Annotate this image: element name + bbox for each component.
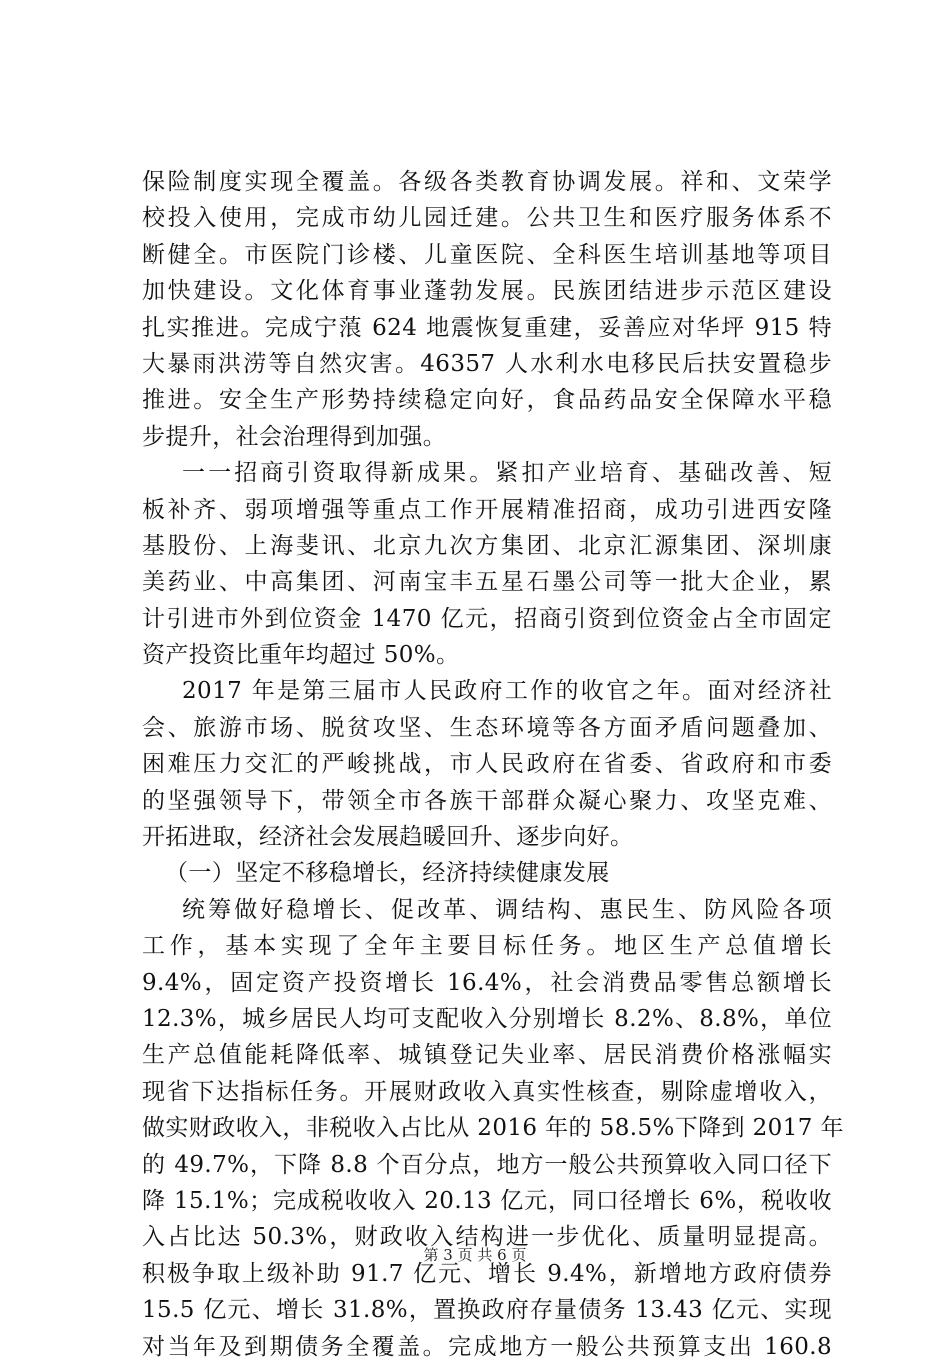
text-line: 困难压力交汇的严峻挑战，市人民政府在省委、省政府和市委 [142, 751, 832, 778]
text-line: 资产投资比重年均超过 50%。 [142, 642, 460, 669]
text-line: 美药业、中高集团、河南宝丰五星石墨公司等一批大企业，累 [142, 569, 832, 596]
text-line: 推进。安全生产形势持续稳定向好，食品药品安全保障水平稳 [142, 387, 832, 414]
text-line: 9.4%，固定资产投资增长 16.4%，社会消费品零售总额增长 [142, 969, 832, 996]
text-line: 做实财政收入，非税收入占比从 2016 年的 58.5%下降到 2017 年 [142, 1115, 844, 1142]
text-line: 入占比达 50.3%，财政收入结构进一步优化、质量明显提高。 [142, 1224, 832, 1251]
text-line: 开拓进取，经济社会发展趋暖回升、逐步向好。 [142, 824, 634, 851]
text-line: 的坚强领导下，带领全市各族干部群众凝心聚力、攻坚克难、 [142, 787, 832, 814]
text-line: 板补齐、弱项增强等重点工作开展精准招商，成功引进西安隆 [142, 496, 832, 523]
text-line: 步提升，社会治理得到加强。 [142, 423, 447, 450]
text-line: 保险制度实现全覆盖。各级各类教育协调发展。祥和、文荣学 [142, 169, 832, 195]
text-line: 生产总值能耗降低率、城镇登记失业率、居民消费价格涨幅实 [142, 1042, 832, 1069]
text-line: 降 15.1%；完成税收收入 20.13 亿元，同口径增长 6%，税收收 [142, 1187, 832, 1214]
text-line: 对当年及到期债务全覆盖。完成地方一般公共预算支出 160.8 [142, 1333, 832, 1360]
subsection-heading: （一）坚定不移稳增长，经济持续健康发展 [165, 860, 610, 887]
text-line: 工作，基本实现了全年主要目标任务。地区生产总值增长 [142, 933, 832, 960]
text-line: 15.5 亿元、增长 31.8%，置换政府存量债务 13.43 亿元、实现 [142, 1297, 832, 1324]
text-line: 加快建设。文化体育事业蓬勃发展。民族团结进步示范区建设 [142, 278, 832, 305]
paragraph-start-line: 统筹做好稳增长、促改革、调结构、惠民生、防风险各项 [182, 896, 832, 923]
text-line: 基股份、上海斐讯、北京九次方集团、北京汇源集团、深圳康 [142, 532, 832, 559]
text-line: 积极争取上级补助 91.7 亿元、增长 9.4%，新增地方政府债券 [142, 1260, 832, 1287]
section-heading-line: 一一招商引资取得新成果。紧扣产业培育、基础改善、短 [182, 460, 832, 487]
text-line: 校投入使用，完成市幼儿园迁建。公共卫生和医疗服务体系不 [142, 205, 832, 232]
text-line: 会、旅游市场、脱贫攻坚、生态环境等各方面矛盾问题叠加、 [142, 714, 832, 741]
text-line: 计引进市外到位资金 1470 亿元，招商引资到位资金占全市固定 [142, 605, 832, 632]
text-line: 现省下达指标任务。开展财政收入真实性核查，剔除虚增收入， [142, 1078, 832, 1105]
text-line: 12.3%，城乡居民人均可支配收入分别增长 8.2%、8.8%，单位 [142, 1005, 832, 1032]
text-line: 扎实推进。完成宁蒗 624 地震恢复重建，妥善应对华坪 915 特 [142, 314, 832, 341]
paragraph-start-line: 2017 年是第三届市人民政府工作的收官之年。面对经济社 [182, 678, 832, 705]
text-line: 断健全。市医院门诊楼、儿童医院、全科医生培训基地等项目 [142, 241, 832, 268]
text-line: 大暴雨洪涝等自然灾害。46357 人水利水电移民后扶安置稳步 [142, 350, 832, 377]
text-line: 的 49.7%，下降 8.8 个百分点，地方一般公共预算收入同口径下 [142, 1151, 832, 1178]
body-text [142, 164, 844, 1365]
page-footer: 第 3 页 共 6 页 [423, 1246, 527, 1264]
